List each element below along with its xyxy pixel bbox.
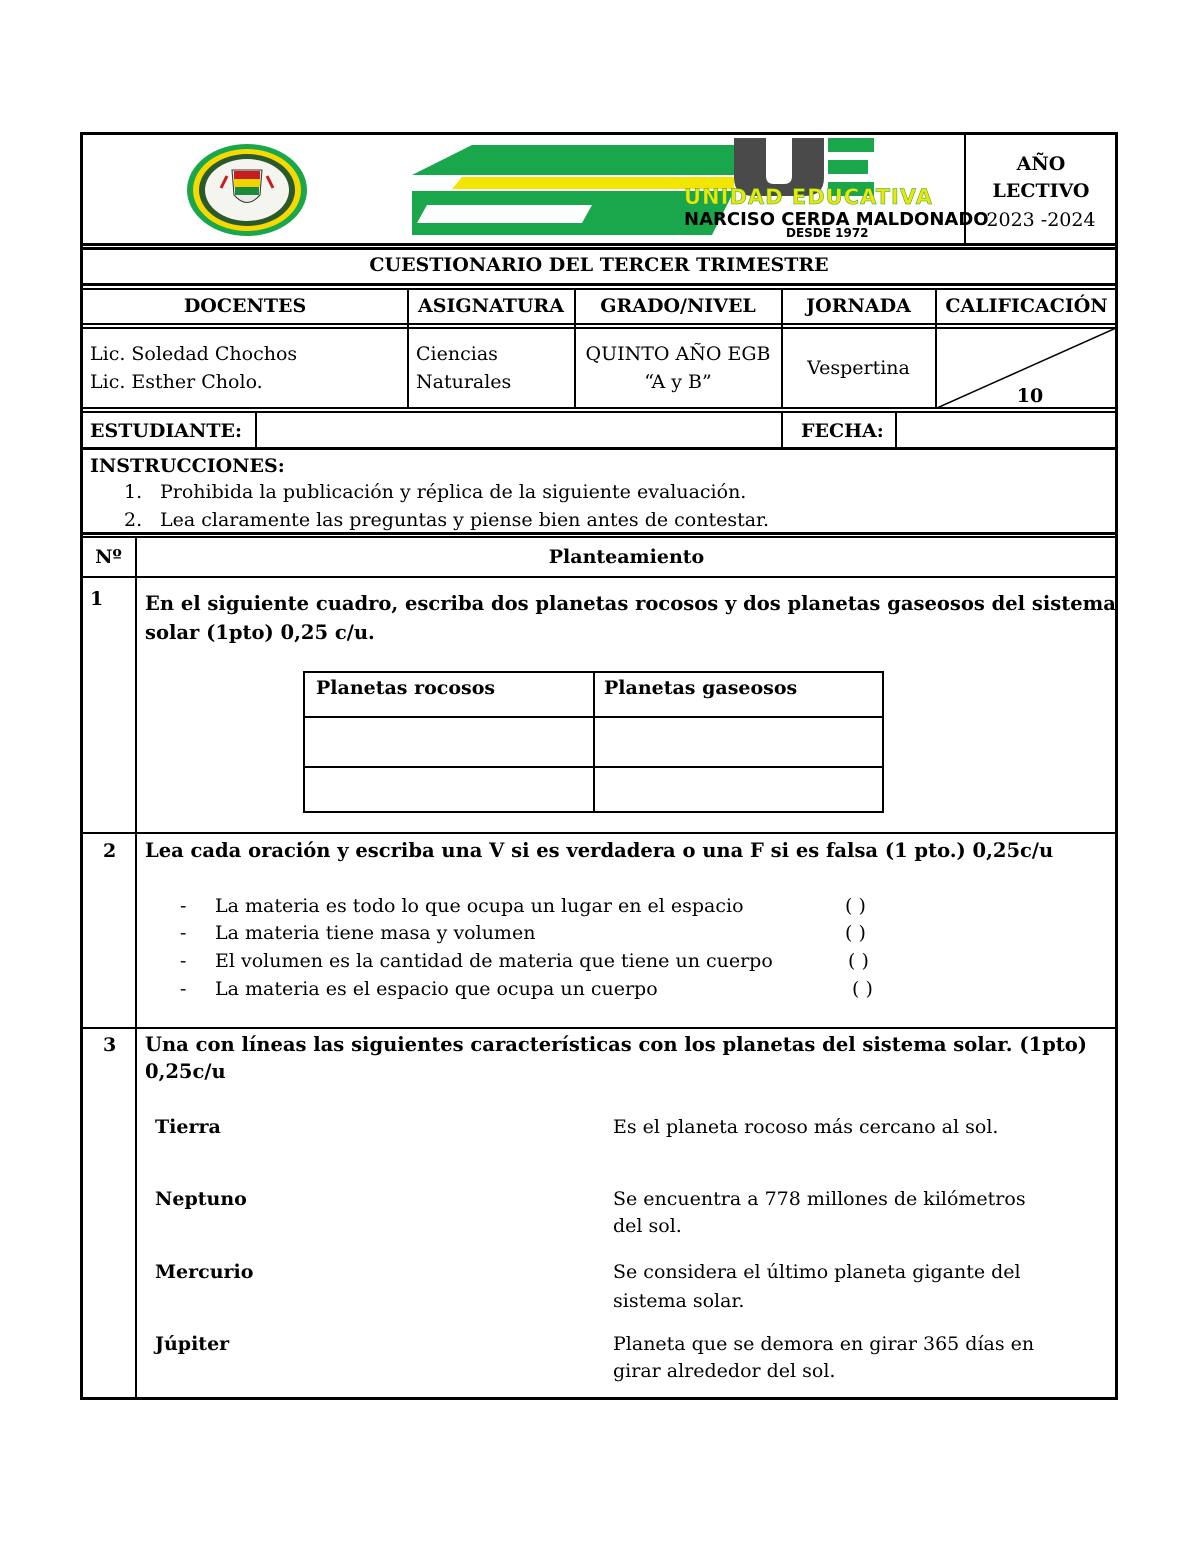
student-label: ESTUDIANTE: (90, 420, 243, 442)
q2-item-1: La materia es todo lo que ocupa un lugar en el espacio (215, 895, 744, 917)
year-label-1: AÑO (1016, 153, 1066, 175)
q3-text-2: 0,25c/u (145, 1060, 226, 1083)
date-field[interactable] (898, 414, 1114, 446)
description-2-line2[interactable]: del sol. (613, 1215, 682, 1237)
rocky-cell-2[interactable] (306, 769, 591, 811)
instruction-num-1: 1. (124, 481, 143, 503)
description-4-line2[interactable]: girar alrededor del sol. (613, 1360, 836, 1382)
header-grado: GRADO/NIVEL (600, 295, 756, 317)
q2-bullet-2: - (180, 922, 187, 944)
q3-text-1: Una con líneas las siguientes características con los planetas del sistema solar. (1pto) (145, 1033, 1088, 1056)
q2-text: Lea cada oración y escriba una V si es verdadera o una F si es falsa (1 pto.) 0,25c/u (145, 839, 1054, 862)
description-2-line1[interactable]: Se encuentra a 778 millones de kilómetros (613, 1188, 1026, 1210)
year-value: 2023 -2024 (986, 209, 1096, 231)
planets-gas-header: Planetas gaseosos (604, 677, 798, 699)
column-number-header: Nº (95, 546, 122, 568)
description-3-line2[interactable]: sistema solar. (613, 1290, 745, 1312)
description-4-line1[interactable]: Planeta que se demora en girar 365 días en (613, 1333, 1035, 1355)
q2-item-2: La materia tiene masa y volumen (215, 922, 536, 944)
description-3-line1[interactable]: Se considera el último planeta gigante del (613, 1261, 1021, 1283)
date-label: FECHA: (801, 420, 884, 442)
planets-rocky-header: Planetas rocosos (316, 677, 496, 699)
school-seal (185, 140, 310, 240)
q2-item-3: El volumen es la cantidad de materia que tiene un cuerpo (215, 950, 773, 972)
student-name-field[interactable] (258, 414, 778, 446)
asignatura-2: Naturales (416, 371, 512, 393)
brand-since: DESDE 1972 (786, 226, 869, 240)
planet-jupiter[interactable]: Júpiter (155, 1333, 230, 1355)
q2-bullet-1: - (180, 895, 187, 917)
q2-answer-box-2[interactable]: ( ) (845, 922, 866, 944)
column-planteamiento-header: Planteamiento (548, 546, 705, 568)
instruction-num-2: 2. (124, 509, 143, 531)
q1-text-1: En el siguiente cuadro, escriba dos planetas rocosos y dos planetas gaseosos del sistema (145, 592, 1116, 615)
asignatura-1: Ciencias (416, 343, 498, 365)
grado-1: QUINTO AÑO EGB (585, 343, 771, 365)
q2-item-4: La materia es el espacio que ocupa un cuerpo (215, 978, 658, 1000)
planet-neptuno[interactable]: Neptuno (155, 1188, 247, 1210)
year-label-2: LECTIVO (992, 180, 1090, 202)
grado-2: “A y B” (644, 371, 712, 393)
q2-number: 2 (103, 840, 117, 862)
header-asignatura: ASIGNATURA (418, 295, 564, 317)
instructions-title: INSTRUCCIONES: (90, 455, 285, 477)
q2-answer-box-1[interactable]: ( ) (845, 895, 866, 917)
brand-line1: UNIDAD EDUCATIVA (684, 185, 933, 209)
gas-cell-1[interactable] (596, 719, 881, 764)
q2-answer-box-3[interactable]: ( ) (848, 950, 869, 972)
rocky-cell-1[interactable] (306, 719, 591, 764)
q2-bullet-3: - (180, 950, 187, 972)
q1-number: 1 (90, 588, 104, 610)
grade-max: 10 (1016, 385, 1044, 407)
page-title: CUESTIONARIO DEL TERCER TRIMESTRE (369, 254, 829, 276)
brand-line2: NARCISO CERDA MALDONADO (684, 209, 989, 230)
jornada-value: Vespertina (807, 357, 910, 379)
description-1[interactable]: Es el planeta rocoso más cercano al sol. (613, 1116, 999, 1138)
instruction-1: Prohibida la publicación y réplica de la siguiente evaluación. (160, 481, 747, 503)
instruction-2: Lea claramente las preguntas y piense bien antes de contestar. (160, 509, 770, 531)
gas-cell-2[interactable] (596, 769, 881, 811)
planet-mercurio[interactable]: Mercurio (155, 1261, 254, 1283)
header-calificacion: CALIFICACIÓN (945, 295, 1108, 317)
header-docentes: DOCENTES (183, 295, 307, 317)
planet-tierra[interactable]: Tierra (155, 1116, 221, 1138)
header-jornada: JORNADA (806, 295, 911, 317)
q2-bullet-4: - (180, 978, 187, 1000)
docente-2: Lic. Esther Cholo. (90, 371, 263, 393)
docente-1: Lic. Soledad Chochos (90, 343, 298, 365)
q3-number: 3 (103, 1034, 117, 1056)
q1-text-2: solar (1pto) 0,25 c/u. (145, 621, 375, 644)
q2-answer-box-4[interactable]: ( ) (852, 978, 873, 1000)
